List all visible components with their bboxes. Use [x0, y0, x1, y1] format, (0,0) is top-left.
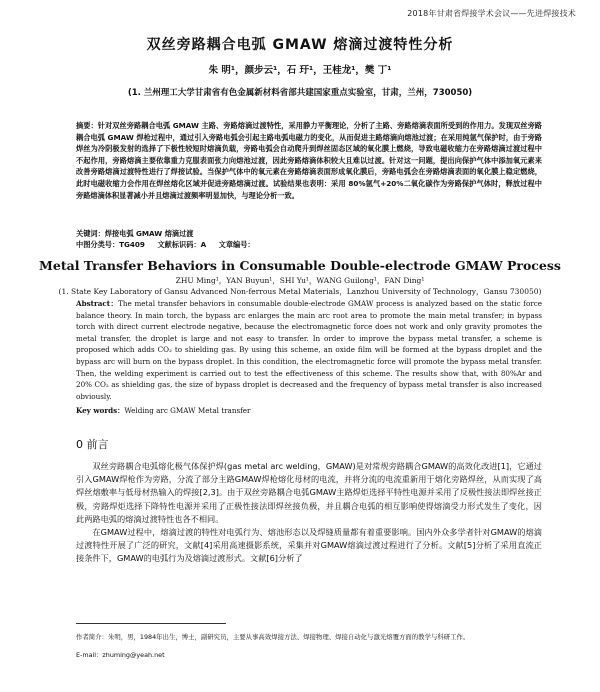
clc-number: 中图分类号：TG409: [76, 240, 145, 249]
keywords-en: [76, 406, 251, 416]
paper-title-en: Metal Transfer Behaviors in Consumable Double-electrode GMAW Process: [39, 258, 561, 273]
article-number: 文章编号：: [218, 240, 255, 249]
body-text: [76, 460, 542, 566]
abstract-cn: 摘要：针对双丝旁路耦合电弧 GMAW 主路、旁路熔滴过渡特性，采用静力平衡理论，分析了主路、旁路熔滴表面所受到的作用力。发现双丝旁路耦合电弧 GMAW 焊枪过程中，通过引入旁路电弧会引起主路电弧电磁力的变化，从而促进主路熔滴向熔池过渡；在采用纯氩气保护时，由于旁路焊丝为冷阴极发射的选择了下极性较短时熔滴负载，旁路电弧会自动爬升到焊丝固态区域的氧化膜上燃烧，导致电磁收缩力在旁路熔滴过渡过程中不起作用，旁路熔滴主要依靠重力克服表面张力向熔池过渡，因此旁路熔滴体积较大且难以过渡。针对这一问题，提出向保护气体中添加氧元素来改善旁路熔滴过渡特性进行了焊接试验。当保护气体中的氧元素在旁路熔滴表面形成氧化膜后，旁路电弧会在旁路熔滴表面的氧化膜上稳定燃烧，此时电磁收缩力会作用在焊丝熔化区域并促进旁路熔滴过渡。试验结果也表明：采用 80%氩气+20%二氧化碳作为旁路保护气体时，释放过程中旁路熔滴体积显著减小并且熔滴过渡频率明显加快，与理论分析一致。: [76, 121, 542, 200]
abstract-en: [76, 298, 542, 402]
affiliation-en: (1. State Key Laboratory of Gansu Advanced Non-ferrous Metal Materials，Lanzhou University of Technology，Gansu 730050): [58, 287, 542, 296]
classification-line: [76, 240, 265, 250]
authors-cn: 朱 明¹，颜步云¹，石 玗¹，王桂龙¹，樊 丁¹: [208, 65, 392, 76]
paper-title-cn: 双丝旁路耦合电弧 GMAW 熔滴过渡特性分析: [146, 37, 454, 53]
keywords-cn: 关键词：焊接电弧 GMAW 熔滴过渡: [76, 229, 194, 238]
affiliation-cn: (1. 兰州理工大学甘肃省有色金属新材料省部共建国家重点实验室，甘肃，兰州，730050): [127, 88, 473, 98]
running-header: 2018年甘肃省焊接学术会议——先进焊接技术: [407, 9, 576, 18]
footnote-divider: [76, 623, 226, 624]
abstract-en-label: Abstract：: [76, 299, 119, 308]
authors-en: ZHU Ming¹，YAN Buyun¹，SHI Yu¹，WANG Guilong¹，FAN Ding¹: [175, 276, 425, 285]
keywords-en-text: Welding arc GMAW Metal transfer: [124, 406, 251, 415]
author-footnote: 作者简介：朱明，男，1984年出生，博士，副研究员，主要从事高效焊接方法、焊接物理、焊接自动化与激光熔覆方面的教学与科研工作。: [76, 633, 470, 641]
author-email: E-mail：zhuming@yeah.net: [76, 651, 165, 659]
abstract-en-text: The metal transfer behaviors in consumable double-electrode GMAW process is analyzed based on the static force balance theory. In main torch, the bypass arc enlarges the main arc root area to promote the main metal transfer; in bypass torch with direct current electrode negative, because the electromagnetic force does not work and only gravity promotes the metal transfer, the droplet is large and not easy to transfer. In order to improve the bypass metal transfer, a scheme is proposed which adds CO₂ to shielding gas. By using this scheme, an oxide film will be formed at the bypass droplet and the bypass arc will burn on the bypass droplet. In this condition, the electromagnetic force will promote the bypass metal transfer. Then, the welding experiment is carried out to test the effectiveness of this scheme. The results show that, with 80%Ar and 20% CO₂ as shielding gas, the size of bypass droplet is decreased and the frequency of bypass metal transfer is also increased obviously.: [76, 299, 542, 401]
keywords-en-label: Key words：: [76, 406, 125, 415]
body-paragraph: 在GMAW过程中，熔滴过渡的特性对电弧行为、熔池形态以及焊缝质量都有着重要影响。国内外众多学者针对GMAW的熔滴过渡特性开展了广泛的研究，文献[4]采用高速摄影系统，采集并对GMAW熔滴过渡过程进行了分析。文献[5]分析了采用直流正接条件下，GMAW的电弧行为及熔滴过渡形式。文献[6]分析了: [76, 527, 542, 564]
body-paragraph: 双丝旁路耦合电弧熔化极气体保护焊(gas metal arc welding，GMAW)是对常规旁路耦合GMAW的高效化改进[1]，它通过引入GMAW焊枪作为旁路，分流了部分主路GMAW焊枪熔化母材的电流，并将分流的电流重新用于熔化旁路焊丝，从而实现了高焊丝熔敷率与低母材热输入的焊接[2,3]。由于双丝旁路耦合电弧GMAW主路焊炬选择平特性电源并采用了反极性接法即焊丝接正极，旁路焊炬选择下降特性电源并采用了正极性接法即焊丝接负极，并且耦合电弧的相互影响使得熔滴受力形式发生了变化，因此两路电弧的熔滴过渡特性也各不相同。: [76, 461, 542, 524]
document-code: 文献标识码：A: [157, 240, 207, 249]
section-heading: 0 前言: [76, 438, 109, 451]
